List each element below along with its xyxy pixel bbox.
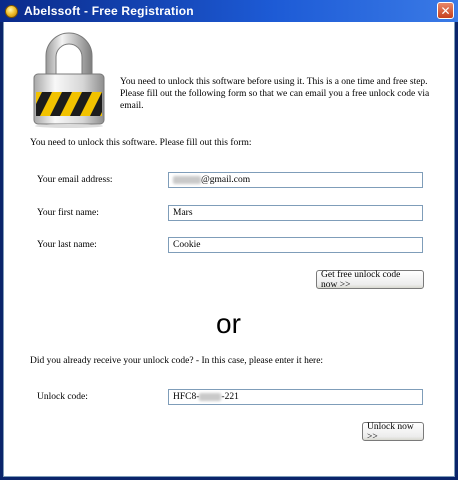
first-name-label: Your first name: xyxy=(37,208,99,218)
unlock-question-text: Did you already receive your unlock code? - In this case, please enter it here: xyxy=(30,356,324,366)
close-icon: ✕ xyxy=(440,3,451,18)
unlock-code-field[interactable] xyxy=(168,389,423,405)
window-title: Abelssoft - Free Registration xyxy=(24,4,194,18)
email-field[interactable] xyxy=(168,172,423,188)
last-name-label: Your last name: xyxy=(37,240,97,250)
close-button[interactable] xyxy=(437,2,454,19)
dialog-body xyxy=(3,22,455,477)
last-name-field[interactable]: Cookie xyxy=(168,237,423,253)
or-separator: or xyxy=(216,308,241,339)
title-bar[interactable] xyxy=(0,0,458,22)
redacted-text xyxy=(173,176,201,184)
unlock-code-label: Unlock code: xyxy=(37,392,88,402)
unlock-code-suffix: -221 xyxy=(221,392,239,402)
email-value: @gmail.com xyxy=(201,175,251,185)
unlock-now-button[interactable]: Unlock now >> xyxy=(362,422,424,441)
abelssoft-logo-icon xyxy=(5,5,18,18)
redacted-text xyxy=(199,393,221,401)
first-name-field[interactable]: Mars xyxy=(168,205,423,221)
email-label: Your email address: xyxy=(37,175,113,185)
unlock-code-prefix: HFC8- xyxy=(173,392,200,402)
instruction-text: You need to unlock this software. Please fill out this form: xyxy=(30,138,252,148)
get-unlock-code-button[interactable]: Get free unlock code now >> xyxy=(316,270,424,289)
padlock-icon xyxy=(30,30,108,128)
intro-text: You need to unlock this software before using it. This is a one time and free step. Please fill out the following form so that we can email you a free unlock code via email. xyxy=(120,77,430,111)
